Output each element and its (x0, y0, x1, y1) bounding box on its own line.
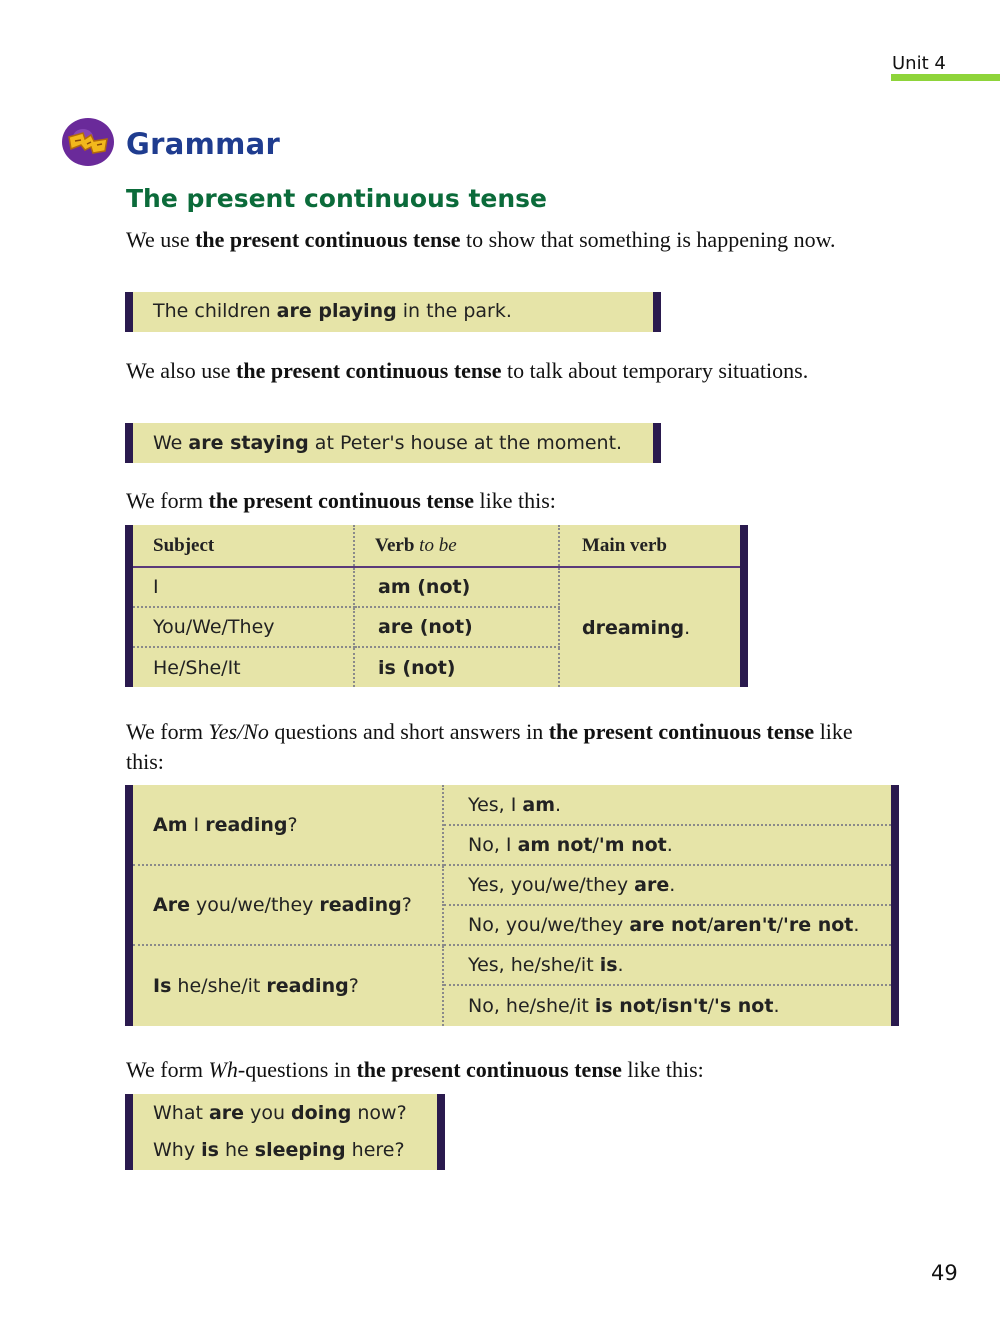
header-verb (354, 525, 559, 567)
questions-paragraph (126, 717, 886, 777)
unit-label: Unit 4 (892, 53, 946, 74)
emphasis: is not (594, 995, 655, 1017)
form-table (133, 525, 740, 687)
text: . (669, 874, 676, 896)
text: you (244, 1102, 292, 1124)
text: Yes, I (468, 793, 523, 816)
emphasis: Am (153, 813, 188, 836)
emphasis: are playing (276, 300, 397, 322)
verb-cell: am (not) (354, 567, 559, 607)
section-title: Grammar (126, 127, 281, 161)
yes-answer (443, 785, 891, 825)
intro-paragraph-3 (126, 488, 886, 514)
wh-example (153, 1139, 405, 1161)
emphasis: doing (291, 1102, 352, 1124)
text: ? (348, 975, 359, 997)
emphasis: Are (153, 894, 190, 916)
emphasis: the present continuous tense (548, 719, 815, 744)
intro-paragraph-2 (126, 356, 886, 386)
page-number: 49 (931, 1261, 958, 1285)
text: / (707, 995, 715, 1017)
puzzle-icon (61, 117, 115, 167)
emphasis: the present continuous tense (195, 227, 461, 252)
emphasis: are not (629, 914, 707, 936)
main-verb-cell (559, 567, 740, 687)
emphasis: the present continuous tense (236, 358, 502, 383)
emphasis: reading (319, 894, 402, 916)
emphasis: Yes/No (208, 719, 269, 744)
question-cell (133, 945, 443, 1026)
verb-cell: are (not) (354, 607, 559, 647)
question-cell (133, 785, 443, 865)
text: We form (126, 1057, 209, 1082)
text: . (555, 793, 562, 816)
example-band-1 (125, 292, 661, 332)
emphasis: Wh (208, 1057, 238, 1082)
header-subject: Subject (133, 525, 354, 567)
emphasis: to be (419, 534, 457, 556)
text: / (776, 914, 784, 936)
text: like this: (474, 488, 556, 513)
text: ? (401, 894, 412, 916)
text: We form (126, 488, 209, 513)
text: We (153, 432, 189, 454)
text: Why (153, 1139, 202, 1161)
emphasis: aren't (713, 914, 777, 936)
text: No, he/she/it (468, 995, 595, 1017)
emphasis: 's not (714, 995, 774, 1017)
subject-cell: He/She/It (133, 647, 354, 687)
no-answer (443, 905, 891, 945)
text: No, I (468, 834, 518, 856)
wh-paragraph (126, 1057, 886, 1083)
text: Yes, you/we/they (468, 874, 635, 896)
text: . (773, 995, 780, 1017)
text: to show that something is happening now. (460, 227, 836, 252)
emphasis: 're not (783, 914, 854, 936)
emphasis: am not (517, 834, 593, 856)
emphasis: sleeping (254, 1139, 346, 1161)
yes-answer (443, 945, 891, 985)
text: questions and short answers in (268, 719, 549, 744)
text: in the park. (396, 300, 512, 322)
text: he/she/it (171, 975, 267, 997)
subject-cell: I (133, 567, 354, 607)
text: . (853, 914, 860, 936)
emphasis: reading (205, 813, 288, 836)
text: I (187, 813, 206, 836)
topic-title: The present continuous tense (126, 184, 547, 213)
text: you/we/they (189, 894, 320, 916)
wh-example-band (125, 1094, 445, 1170)
emphasis: isn't (661, 995, 708, 1017)
text: . (617, 954, 624, 976)
text: We form (126, 719, 209, 744)
qa-table (133, 785, 891, 1026)
example-band-2 (125, 423, 661, 463)
emphasis: 'm not (598, 834, 667, 856)
text: here? (345, 1139, 405, 1161)
intro-paragraph-1 (126, 227, 886, 253)
text: like this: (126, 719, 853, 774)
text: No, you/we/they (468, 914, 630, 936)
no-answer (443, 985, 891, 1026)
text: . (684, 616, 691, 639)
text: he (218, 1139, 255, 1161)
emphasis: the present continuous tense (208, 488, 474, 513)
text: Yes, he/she/it (468, 954, 600, 976)
text: / (592, 834, 599, 856)
emphasis: reading (266, 975, 349, 997)
text: / (654, 995, 662, 1017)
text: now? (351, 1102, 407, 1124)
text: ? (287, 813, 298, 836)
text: What (153, 1102, 209, 1124)
no-answer (443, 825, 891, 865)
emphasis: are (634, 874, 670, 896)
text: We also use (126, 358, 237, 383)
text: / (706, 914, 714, 936)
wh-example (153, 1102, 407, 1124)
emphasis: are (208, 1102, 245, 1124)
header-main-verb: Main verb (559, 525, 740, 567)
question-cell (133, 865, 443, 945)
text: to talk about temporary situations. (501, 358, 809, 383)
example-sentence (153, 300, 512, 322)
text: -questions in (237, 1057, 357, 1082)
emphasis: Is (153, 975, 172, 997)
text: Verb (375, 534, 420, 556)
emphasis: are staying (188, 432, 309, 454)
text: like this: (621, 1057, 704, 1082)
emphasis: dreaming (582, 616, 685, 639)
emphasis: the present continuous tense (356, 1057, 622, 1082)
verb-cell: is (not) (354, 647, 559, 687)
text: We use (126, 227, 196, 252)
text: The children (153, 300, 277, 322)
yes-answer (443, 865, 891, 905)
subject-cell: You/We/They (133, 607, 354, 647)
example-sentence (153, 432, 622, 454)
unit-underline (891, 74, 1000, 81)
text: . (666, 834, 673, 856)
emphasis: am (522, 793, 556, 816)
emphasis: is (201, 1139, 219, 1161)
emphasis: is (599, 954, 618, 976)
text: at Peter's house at the moment. (308, 432, 623, 454)
